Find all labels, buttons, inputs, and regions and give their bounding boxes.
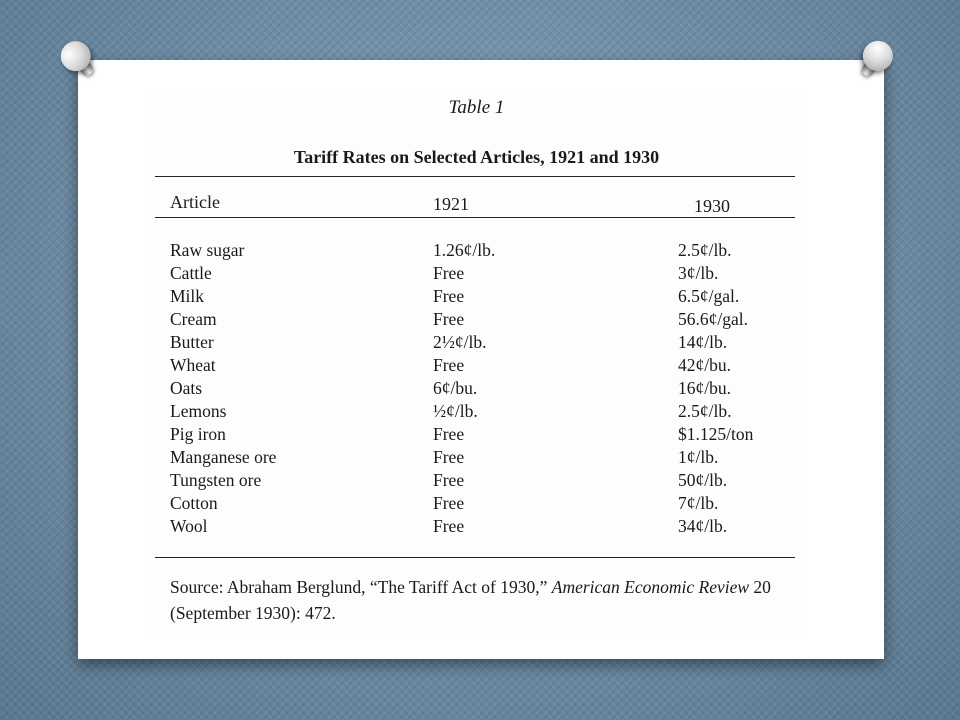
cell-1921: Free — [433, 447, 465, 467]
table-row — [145, 516, 808, 539]
cell-1930: 14¢/lb. — [678, 332, 728, 352]
cell-1930: 7¢/lb. — [678, 493, 719, 513]
cell-article: Lemons — [170, 401, 227, 421]
table-row — [145, 332, 808, 355]
table-row — [145, 378, 808, 401]
source-citation — [170, 574, 800, 626]
cell-article: Tungsten ore — [170, 470, 262, 490]
source-journal: American Economic Review — [551, 577, 750, 597]
cell-1930: 2.5¢/lb. — [678, 401, 732, 421]
cell-1921: Free — [433, 309, 465, 329]
cell-1930: 3¢/lb. — [678, 263, 719, 283]
cell-1921: 2½¢/lb. — [433, 332, 487, 352]
cell-1930: 16¢/bu. — [678, 378, 731, 398]
cell-1930: $1.125/ton — [678, 424, 754, 444]
cell-1930: 34¢/lb. — [678, 516, 728, 536]
cell-1921: Free — [433, 424, 465, 444]
column-header-article: Article — [170, 192, 220, 212]
table-row — [145, 401, 808, 424]
table-title: Tariff Rates on Selected Articles, 1921 and 1930 — [293, 147, 660, 167]
column-header-1930: 1930 — [694, 196, 730, 216]
cell-1930: 2.5¢/lb. — [678, 240, 732, 260]
cell-1930: 56.6¢/gal. — [678, 309, 748, 329]
table-row — [145, 493, 808, 516]
cell-1930: 42¢/bu. — [678, 355, 731, 375]
cell-article: Raw sugar — [170, 240, 245, 260]
table-row — [145, 309, 808, 332]
rule-bottom — [155, 557, 795, 558]
table-row — [145, 263, 808, 286]
cell-article: Wool — [170, 516, 208, 536]
table-scan-image — [145, 88, 808, 638]
table-row — [145, 424, 808, 447]
cell-article: Pig iron — [170, 424, 226, 444]
cell-article: Cattle — [170, 263, 212, 283]
table-number: Table 1 — [448, 97, 505, 118]
cell-1921: Free — [433, 493, 465, 513]
cell-1930: 1¢/lb. — [678, 447, 719, 467]
table-row — [145, 355, 808, 378]
rule-header — [155, 217, 795, 218]
rule-top — [155, 176, 795, 177]
cell-article: Cream — [170, 309, 217, 329]
source-suffix: 20 (September 1930): 472. — [170, 577, 771, 623]
cell-1921: Free — [433, 470, 465, 490]
table-row — [145, 240, 808, 263]
table-row — [145, 447, 808, 470]
cell-article: Cotton — [170, 493, 218, 513]
table-row — [145, 470, 808, 493]
cell-1930: 6.5¢/gal. — [678, 286, 740, 306]
cell-article: Wheat — [170, 355, 216, 375]
table-row — [145, 286, 808, 309]
cell-1921: Free — [433, 355, 465, 375]
cell-article: Butter — [170, 332, 214, 352]
cell-1921: Free — [433, 263, 465, 283]
cell-1921: Free — [433, 286, 465, 306]
cell-article: Manganese ore — [170, 447, 277, 467]
column-header-1921: 1921 — [433, 194, 469, 214]
cell-article: Milk — [170, 286, 205, 306]
cell-1921: 6¢/bu. — [433, 378, 478, 398]
cell-1921: 1.26¢/lb. — [433, 240, 496, 260]
cell-1930: 50¢/lb. — [678, 470, 728, 490]
source-prefix: Source: Abraham Berglund, “The Tariff Act of 1930,” — [170, 577, 552, 597]
cell-1921: Free — [433, 516, 465, 536]
cell-1921: ½¢/lb. — [433, 401, 478, 421]
cell-article: Oats — [170, 378, 203, 398]
